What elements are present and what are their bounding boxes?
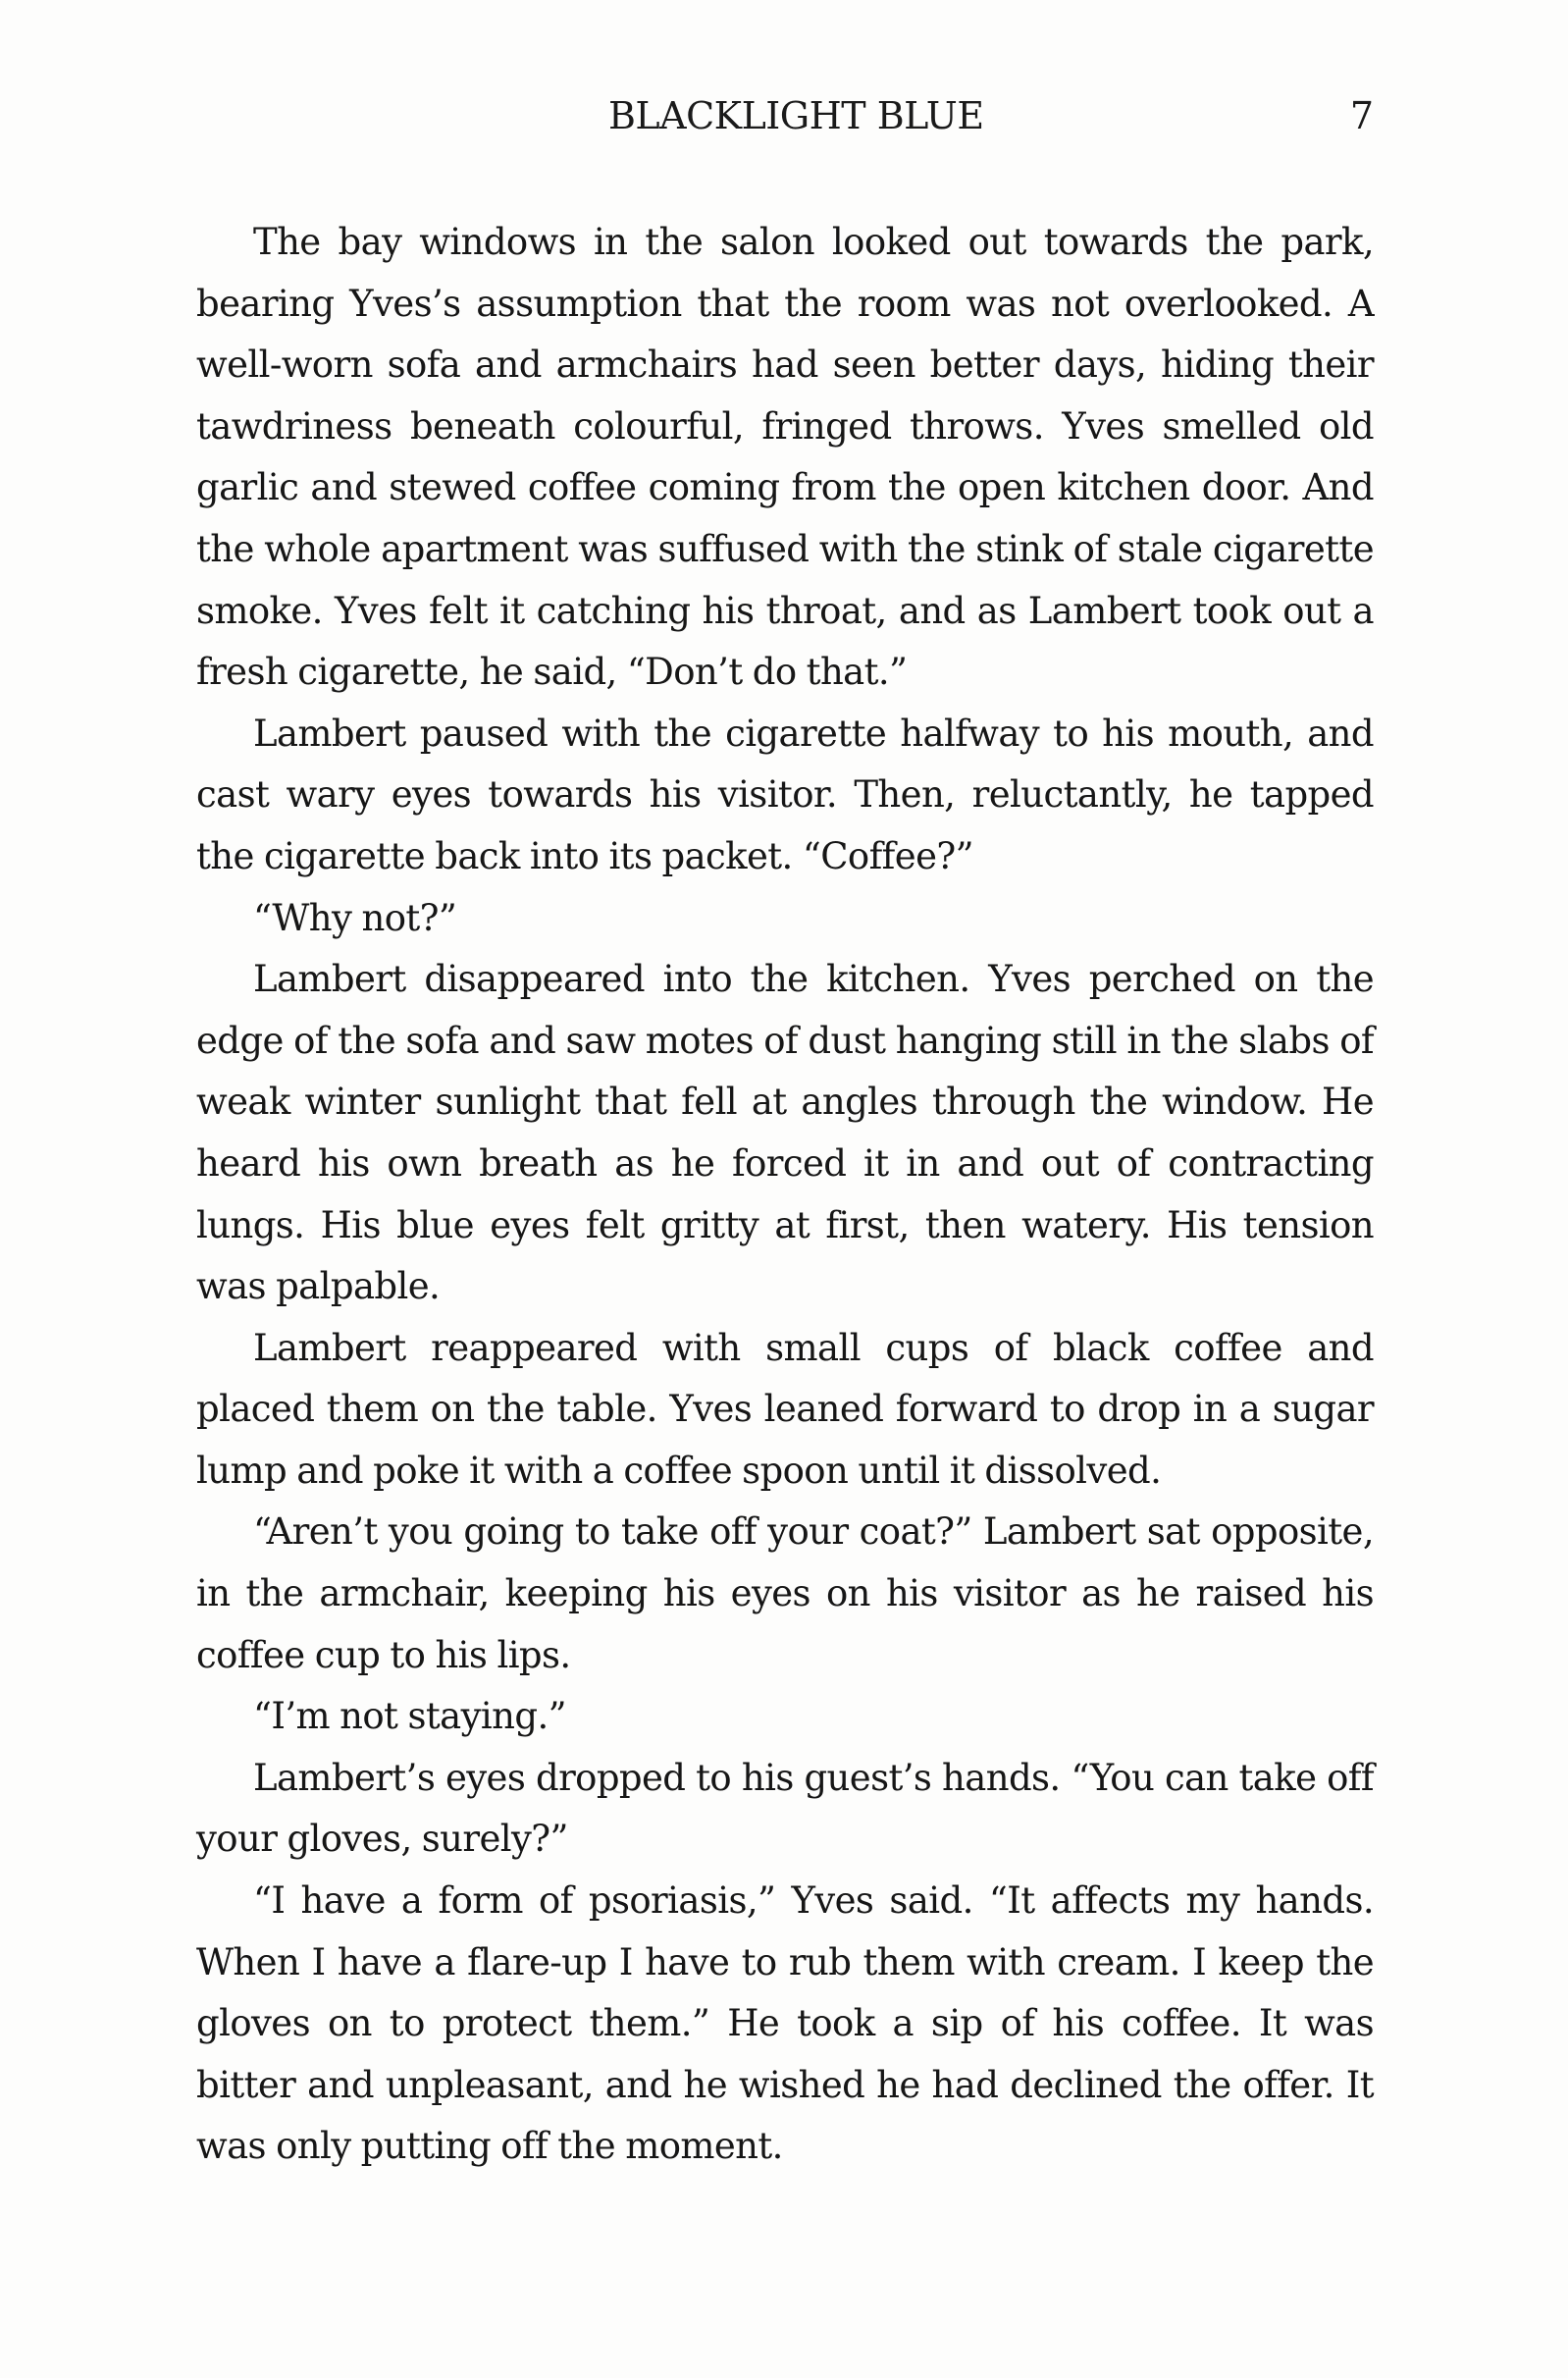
paragraph: “I’m not staying.” (253, 1695, 566, 1738)
paragraph: Lambert disappeared into the kitchen. Yves perched on the edge of the sofa and saw motes of dust hanging still in the slabs of weak winter sunlight that fell at angles through the window. He heard his own breath as he forced it in and out of contracting lungs. His blue eyes felt gritty at first, then watery. His tension was palpable. (196, 958, 1374, 1308)
body-text (196, 212, 1374, 2178)
paragraph: Lambert reappeared with small cups of black coffee and placed them on the table. Yves leaned forward to drop in a sugar lump and poke it with a coffee spoon until it dissolved. (196, 1326, 1374, 1492)
paragraph: The bay windows in the salon looked out towards the park, bearing Yves’s assumption that the room was not overlooked. A well-worn sofa and armchairs had seen better days, hiding their tawdriness beneath colourful, fringed throws. Yves smelled old garlic and stewed coffee coming from the open kitchen door. And the whole apartment was suffused with the stink of stale cigarette smoke. Yves felt it catching his throat, and as Lambert took out a fresh cigarette, he said, “Don’t do that.” (196, 221, 1374, 694)
page-number: 7 (1349, 94, 1374, 137)
paragraph: Lambert paused with the cigarette halfway to his mouth, and cast wary eyes towards his visitor. Then, reluctantly, he tapped the cigarette back into its packet. “Coffee?” (196, 712, 1374, 877)
paragraph: “Aren’t you going to take off your coat?” Lambert sat opposite, in the armchair, keeping his eyes on his visitor as he raised his coffee cup to his lips. (196, 1510, 1374, 1676)
running-head (196, 94, 1374, 153)
running-title: BLACKLIGHT BLUE (608, 94, 984, 137)
paragraph: “I have a form of psoriasis,” Yves said. “It affects my hands. When I have a flare-up I have to rub them with cream. I keep the gloves on to protect them.” He took a sip of his coffee. It was bitter and unpleasant, and he wished he had declined the offer. It was only putting off the moment. (196, 1879, 1374, 2168)
paragraph: Lambert’s eyes dropped to his guest’s hands. “You can take off your gloves, surely?” (196, 1756, 1374, 1861)
paragraph: “Why not?” (253, 896, 457, 939)
